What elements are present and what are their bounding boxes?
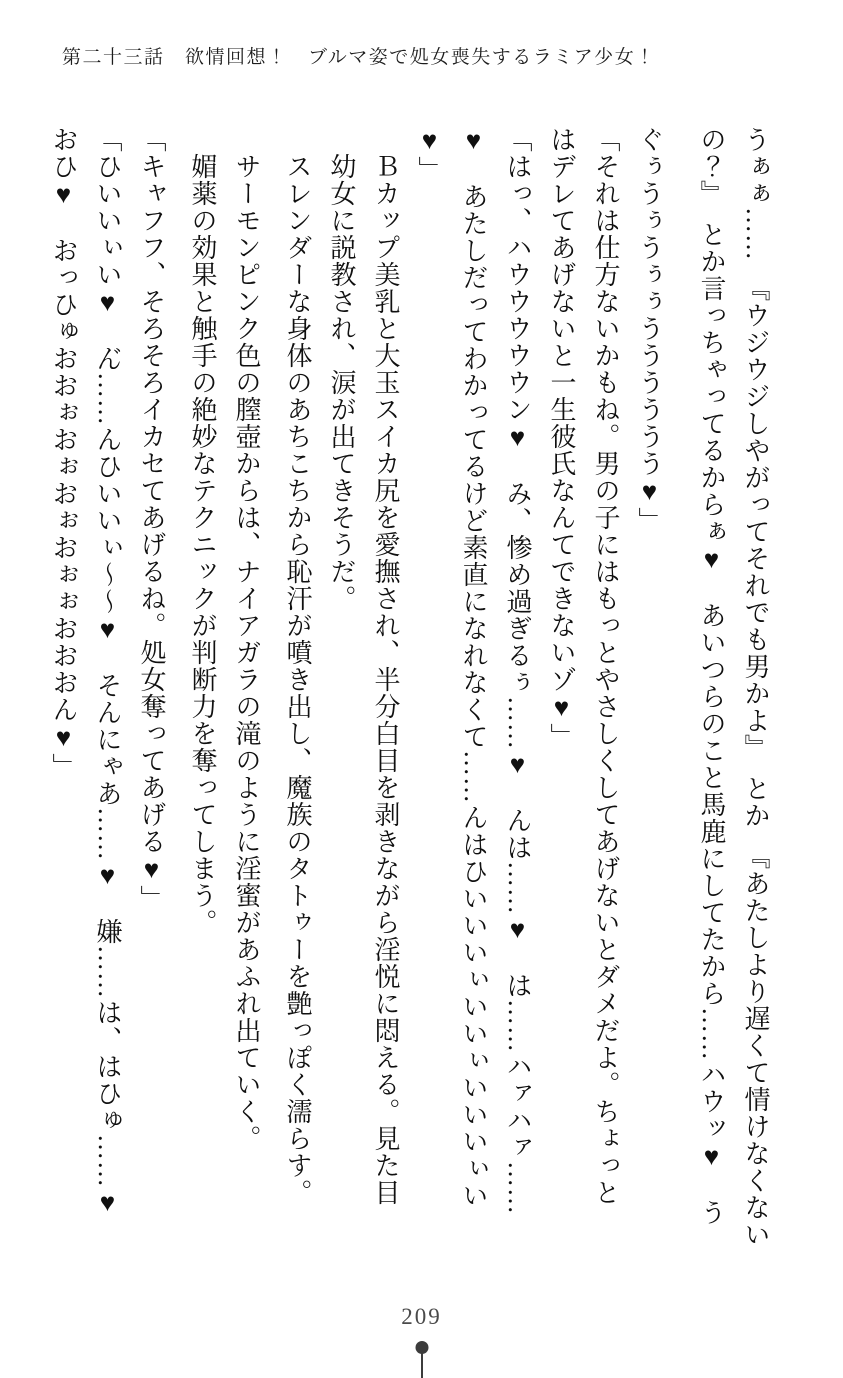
text-line: 「ひいいぃい♥ ん゙……んひいいぃ～～♥ そんにゃあ……♥ 嫌……は、はひゅ……♥ — [93, 126, 122, 1218]
page-number: 209 — [401, 1304, 442, 1329]
chapter-header: 第二十三話 欲情回想！ ブルマ姿で処女喪失するラミア少女！ — [62, 47, 656, 68]
text-line: ぐぅうぅうぅぅうううううう♥」 — [635, 126, 664, 534]
text-line: ♥」 — [415, 126, 444, 183]
text-line: サーモンピンク色の膣壺からは、ナイアガラの滝のように淫蜜があふれ出ていく。 — [232, 126, 261, 1152]
text-line: 幼女に説教され、涙が出てきそうだ。 — [327, 126, 356, 612]
text-line: ♥ あたしだってわかってるけど素直になれなくて……んはひいいいぃいいぃいいいぃい — [459, 126, 488, 1209]
text-line: おひ♥ おっひゅおおぉおぉおぉおぉぉおおおん♥」 — [49, 126, 78, 780]
text-line: うぁぁ…… 『ウジウジしやがってそれでも男かよ』 とか 『あたしより遅くて情けなくない — [741, 126, 770, 1248]
text-line: スレンダーな身体のあちこちから恥汗が噴き出し、魔族のタトゥーを艶っぽく濡らす。 — [283, 126, 312, 1206]
page-footer — [0, 1288, 843, 1378]
text-line: 媚薬の効果と触手の絶妙なテクニックが判断力を奪ってしまう。 — [188, 126, 217, 936]
text-line: 「それは仕方ないかもね。男の子にはもっとやさしくしてあげないとダメだよ。ちょっと — [591, 126, 620, 1206]
text-line: の？』 とか言っちゃってるからぁ♥ あいつらのこと馬鹿にしてたから……ハウッ♥ う — [697, 126, 726, 1226]
text-line: Ｂカップ美乳と大玉スイカ尻を愛撫され、半分白目を剥きながら淫悦に悶える。見た目 — [371, 126, 400, 1206]
text-line: 「キャフフ、そろそろイカセてあげるね。処女奪ってあげる♥」 — [137, 126, 166, 912]
text-line: はデレてあげないと一生彼氏なんてできないゾ♥」 — [547, 126, 576, 750]
text-line: 「はっ、ハウウウウウン♥ み、惨め過ぎるぅ……♥ んは……♥ は……ハァハァ…… — [503, 126, 532, 1215]
footer-line-ornament — [421, 1352, 423, 1378]
body-text — [41, 126, 777, 1296]
